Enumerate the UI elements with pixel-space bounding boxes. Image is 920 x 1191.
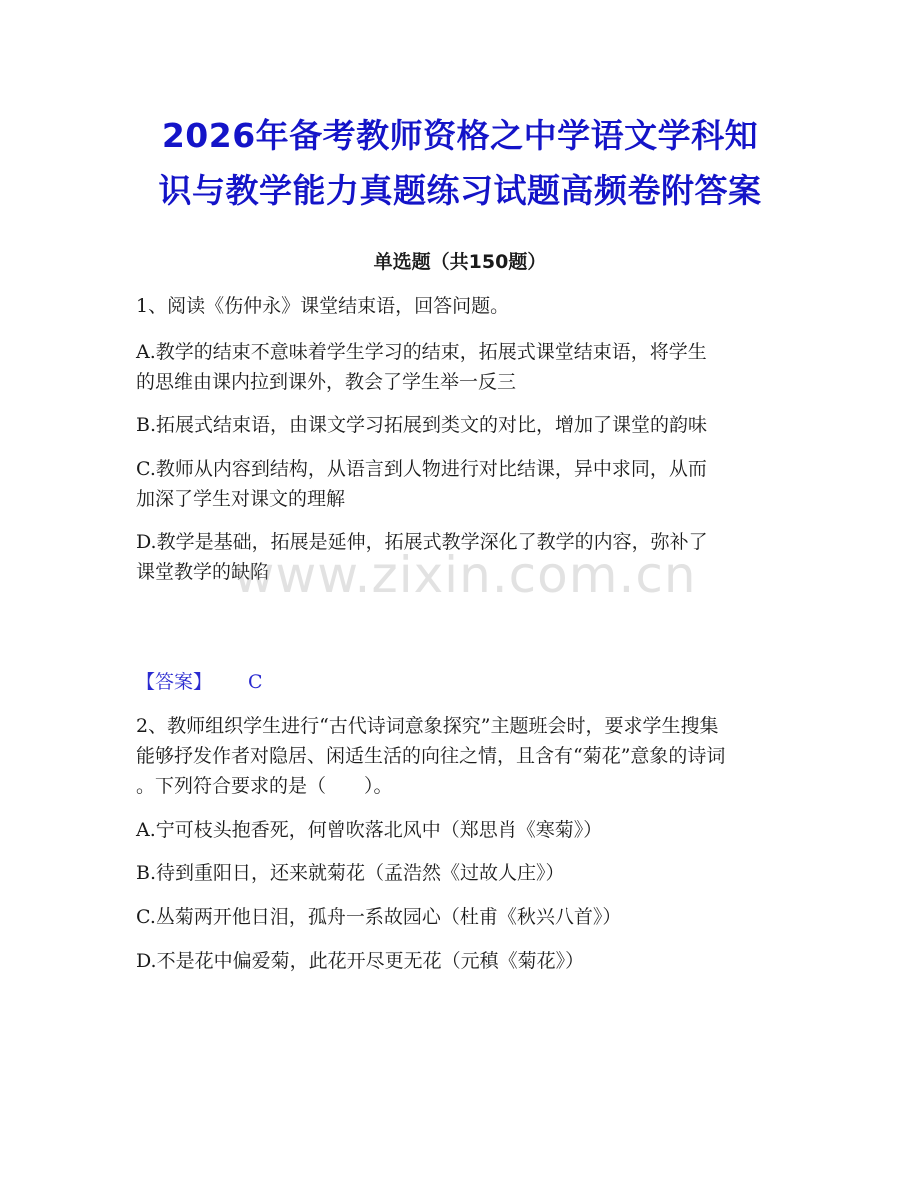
question-2-stem-line-1: 2、教师组织学生进行“古代诗词意象探究”主题班会时，要求学生搜集 bbox=[136, 715, 719, 737]
question-2-option-d-line-1: D.不是花中偏爱菊，此花开尽更无花（元稹《菊花》） bbox=[136, 950, 585, 972]
question-2-option-b-line-1: B.待到重阳日，还来就菊花（孟浩然《过故人庄》） bbox=[136, 862, 565, 884]
section-heading: 单选题（共150题） bbox=[373, 251, 547, 273]
answer-value: C bbox=[248, 671, 263, 693]
question-1-answer bbox=[136, 666, 263, 698]
question-1-option-c-line-2: 加深了学生对课文的理解 bbox=[136, 488, 346, 510]
question-2-stem-line-2: 能够抒发作者对隐居、闲适生活的向往之情，且含有“菊花”意象的诗词 bbox=[136, 745, 726, 767]
question-1-option-a-line-2: 的思维由课内拉到课外，教会了学生举一反三 bbox=[136, 371, 517, 393]
watermark: www.zixin.com.cn bbox=[233, 546, 697, 604]
question-1-stem-line-1: 1、阅读《伤仲永》课堂结束语，回答问题。 bbox=[136, 295, 510, 317]
question-2-option-a-line-1: A.宁可枝头抱香死，何曾吹落北风中（郑思肖《寒菊》） bbox=[136, 819, 603, 841]
question-1-option-b-line-1: B.拓展式结束语，由课文学习拓展到类文的对比，增加了课堂的韵味 bbox=[136, 414, 708, 436]
question-1-option-d-line-1: D.教学是基础，拓展是延伸，拓展式教学深化了教学的内容，弥补了 bbox=[136, 531, 708, 553]
answer-label: 【答案】 bbox=[136, 671, 213, 693]
question-2-option-c-line-1: C.丛菊两开他日泪，孤舟一系故园心（杜甫《秋兴八首》） bbox=[136, 906, 622, 928]
document-title bbox=[120, 108, 800, 218]
question-1-option-a-line-1: A.教学的结束不意味着学生学习的结束，拓展式课堂结束语，将学生 bbox=[136, 341, 707, 363]
document-title-line-2: 识与教学能力真题练习试题高频卷附答案 bbox=[158, 171, 762, 210]
question-2-stem-line-3: 。下列符合要求的是（ ）。 bbox=[136, 775, 393, 797]
document-title-line-1: 2026年备考教师资格之中学语文学科知 bbox=[161, 116, 759, 155]
question-1-option-d-line-2: 课堂教学的缺陷 bbox=[136, 561, 270, 583]
question-1-option-c-line-1: C.教师从内容到结构，从语言到人物进行对比结课，异中求同，从而 bbox=[136, 458, 707, 480]
